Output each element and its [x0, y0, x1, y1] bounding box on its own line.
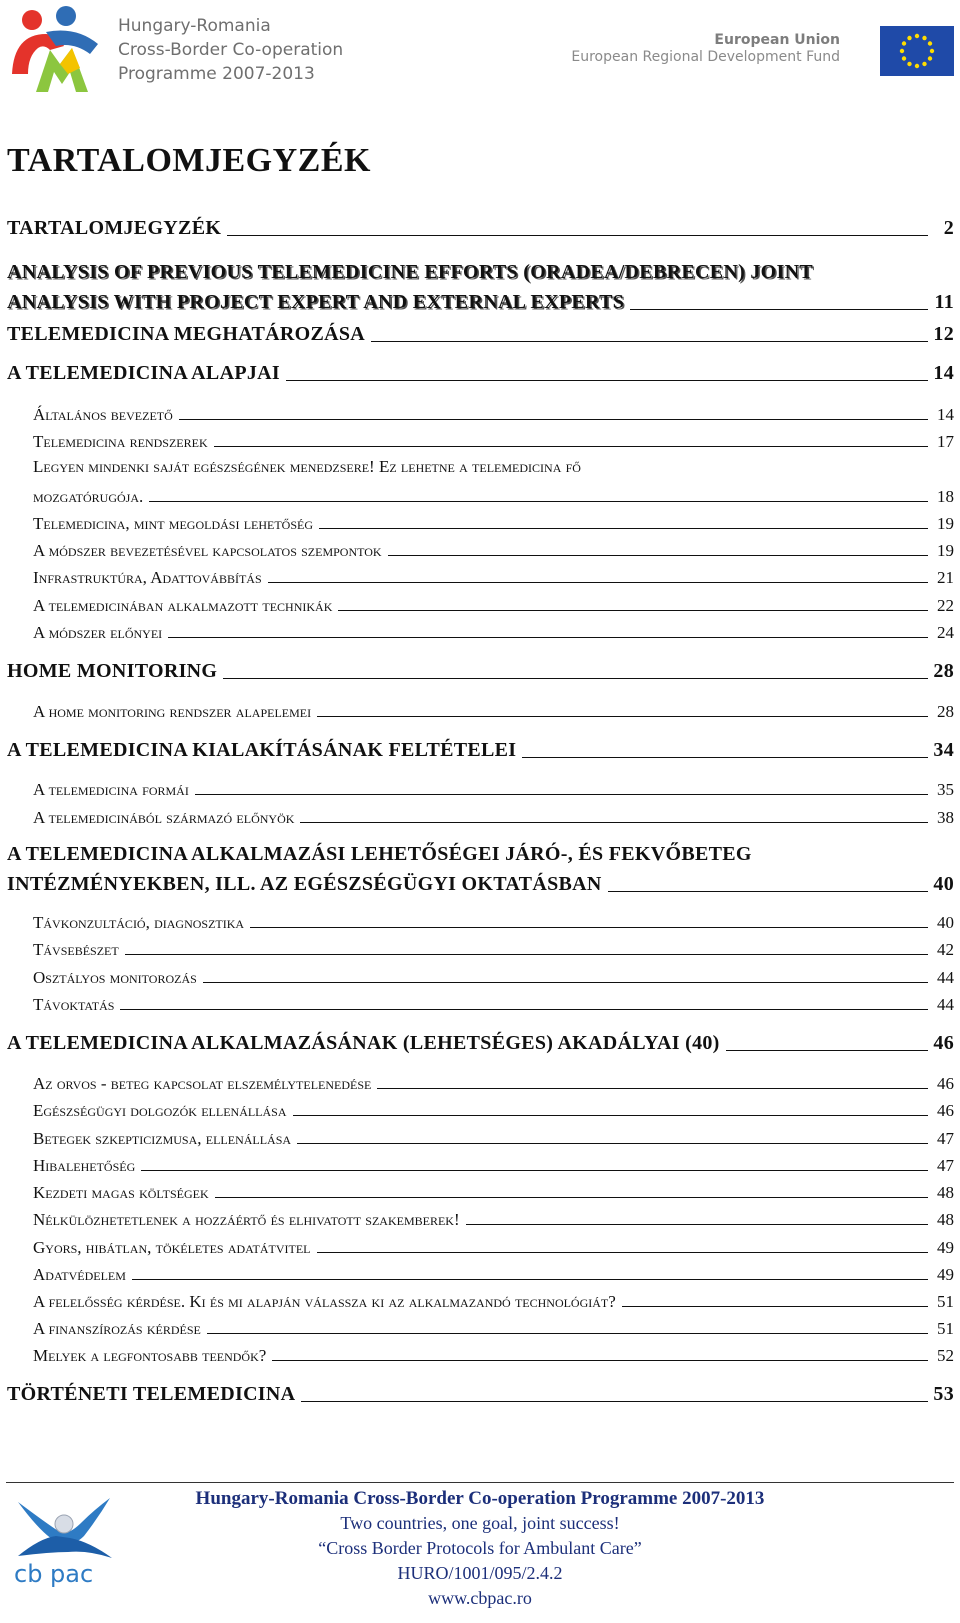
- cbpac-logo-icon: [10, 1492, 120, 1592]
- toc-page-number: 28: [937, 702, 954, 721]
- footer-project-code: HURO/1001/095/2.4.2: [397, 1563, 563, 1583]
- toc-leader-line: [630, 309, 928, 310]
- toc-entry-first-line[interactable]: ANALYSIS OF PREVIOUS TELEMEDICINE EFFORTS (ORADEA/DEBRECEN) JOINT: [7, 261, 813, 283]
- toc-leader-line: [125, 954, 928, 955]
- toc-entry-title: Az orvos - beteg kapcsolat elszemélytelenedése: [33, 1074, 372, 1093]
- toc-page-number: 19: [937, 514, 954, 533]
- toc-entry-title: Távsebészet: [33, 940, 119, 959]
- eu-star-icon: [900, 49, 904, 53]
- toc-entry-title: A telemedicinából származó előnyök: [33, 808, 295, 827]
- toc-entry-title: A home monitoring rendszer alapelemei: [33, 702, 312, 721]
- programme-line-1: Hungary-Romania: [118, 16, 271, 36]
- toc-entry-title: A telemedicinában alkalmazott technikák: [33, 596, 333, 615]
- eu-star-icon: [902, 41, 906, 45]
- toc-chapter-entry[interactable]: [7, 357, 954, 385]
- footer-divider: [6, 1482, 954, 1483]
- toc-leader-line: [223, 678, 928, 679]
- toc-section-entry[interactable]: [7, 961, 954, 988]
- toc-entry-first-line[interactable]: A TELEMEDICINA ALKALMAZÁSI LEHETŐSÉGEI JÁRÓ-, ÉS FEKVŐBETEG: [7, 843, 752, 865]
- eu-star-icon: [907, 36, 911, 40]
- toc-page-number: 24: [937, 623, 954, 642]
- toc-leader-line: [377, 1088, 928, 1089]
- toc-section-entry[interactable]: [7, 398, 954, 425]
- toc-leader-line: [466, 1224, 928, 1225]
- toc-section-entry[interactable]: [7, 1067, 954, 1094]
- toc-leader-line: [286, 380, 928, 381]
- toc-section-entry[interactable]: [7, 1094, 954, 1121]
- toc-leader-line: [141, 1170, 928, 1171]
- toc-leader-line: [297, 1143, 928, 1144]
- toc-section-entry[interactable]: [7, 695, 954, 722]
- eu-line-2: European Regional Development Fund: [571, 49, 840, 65]
- toc-entry-title: Általános bevezető: [33, 405, 173, 424]
- footer-slogan: Two countries, one goal, joint success!: [340, 1513, 620, 1533]
- toc-entry-title: Távkonzultáció, diagnosztika: [33, 913, 245, 932]
- toc-page-number: 46: [937, 1074, 954, 1093]
- toc-page-number: 18: [937, 487, 954, 506]
- footer-text: [140, 1486, 820, 1611]
- toc-section-entry[interactable]: [7, 1339, 954, 1366]
- toc-leader-line: [203, 982, 928, 983]
- toc-section-entry[interactable]: [7, 773, 954, 800]
- toc-leader-line: [317, 716, 928, 717]
- toc-leader-line: [149, 501, 928, 502]
- toc-page-number: 28: [933, 660, 954, 682]
- programme-name: [118, 14, 343, 86]
- toc-page-number: 35: [937, 780, 954, 799]
- toc-chapter-entry[interactable]: [7, 318, 954, 346]
- toc-leader-line: [293, 1115, 928, 1116]
- toc-page-number: 47: [937, 1156, 954, 1175]
- toc-page-number: 14: [933, 362, 954, 384]
- eu-star-icon: [907, 62, 911, 66]
- toc-entry-title: Egészségügyi dolgozók ellenállása: [33, 1101, 287, 1120]
- toc-section-entry[interactable]: [7, 480, 954, 507]
- toc-leader-line: [371, 341, 928, 342]
- toc-leader-line: [622, 1306, 928, 1307]
- toc-page-number: 48: [937, 1183, 954, 1202]
- toc-section-entry[interactable]: [7, 1176, 954, 1203]
- toc-chapter-entry[interactable]: [7, 1378, 954, 1406]
- toc-page-number: 46: [937, 1101, 954, 1120]
- toc-entry-title: Gyors, hibátlan, tökéletes adatátvitel: [33, 1238, 311, 1257]
- toc-leader-line: [227, 235, 928, 236]
- toc-section-entry[interactable]: [7, 988, 954, 1015]
- toc-entry-title: ANALYSIS WITH PROJECT EXPERT AND EXTERNAL EXPERTS: [7, 291, 625, 313]
- toc-leader-line: [120, 1009, 928, 1010]
- toc-page-number: 51: [937, 1319, 954, 1338]
- toc-entry-title: Melyek a legfontosabb teendők?: [33, 1346, 267, 1365]
- programme-logo-icon: [6, 4, 106, 94]
- toc-entry-title: TÖRTÉNETI TELEMEDICINA: [7, 1383, 296, 1405]
- eu-star-icon: [915, 64, 919, 68]
- toc-entry-title: Adatvédelem: [33, 1265, 126, 1284]
- eu-star-icon: [922, 36, 926, 40]
- toc-leader-line: [301, 1401, 928, 1402]
- toc-page-number: 17: [937, 432, 954, 451]
- toc-entry-title: A módszer előnyei: [33, 623, 163, 642]
- toc-section-entry[interactable]: [7, 906, 954, 933]
- eu-flag-icon: [880, 26, 954, 76]
- toc-chapter-entry[interactable]: [7, 1027, 954, 1055]
- toc-entry-title: A finanszírozás kérdése: [33, 1319, 201, 1338]
- toc-entry-title: Infrastruktúra, Adattovábbítás: [33, 568, 262, 587]
- toc-entry-title: TELEMEDICINA MEGHATÁROZÁSA: [7, 323, 366, 345]
- toc-entry-title: Kezdeti magas költségek: [33, 1183, 209, 1202]
- toc-section-entry[interactable]: [7, 1203, 954, 1230]
- toc-section-entry[interactable]: [7, 933, 954, 960]
- toc-page-number: 19: [937, 541, 954, 560]
- toc-entry-title: TARTALOMJEGYZÉK: [7, 217, 222, 239]
- toc-page-number: 51: [937, 1292, 954, 1311]
- toc-chapter-entry[interactable]: [7, 212, 954, 240]
- toc-leader-line: [214, 446, 928, 447]
- toc-leader-line: [300, 822, 928, 823]
- toc-page-number: 21: [937, 568, 954, 587]
- footer-website-link[interactable]: www.cbpac.ro: [428, 1588, 532, 1608]
- eu-fund-text: [571, 32, 840, 66]
- page-header: [0, 0, 960, 110]
- toc-section-entry[interactable]: [7, 1312, 954, 1339]
- toc-section-entry[interactable]: [7, 589, 954, 616]
- toc-leader-line: [250, 927, 928, 928]
- toc-page-number: 52: [937, 1346, 954, 1365]
- cbpac-logo-text: cb pac: [14, 1560, 94, 1588]
- toc-leader-line: [215, 1197, 928, 1198]
- programme-line-2: Cross-Border Co-operation: [118, 40, 344, 60]
- toc-chapter-entry[interactable]: [7, 286, 954, 314]
- toc-leader-line: [317, 1252, 929, 1253]
- toc-page-number: 49: [937, 1238, 954, 1257]
- toc-leader-line: [726, 1050, 928, 1051]
- toc-entry-title: Betegek szkepticizmusa, ellenállása: [33, 1129, 292, 1148]
- toc-leader-line: [319, 528, 928, 529]
- toc-page-number: 2: [943, 217, 954, 239]
- toc-leader-line: [268, 582, 928, 583]
- toc-section-entry[interactable]: [7, 1149, 954, 1176]
- page-title: TARTALOMJEGYZÉK: [7, 142, 371, 179]
- eu-star-icon: [928, 56, 932, 60]
- toc-chapter-entry[interactable]: [7, 734, 954, 762]
- toc-page-number: 47: [937, 1129, 954, 1148]
- toc-page-number: 11: [934, 291, 954, 313]
- toc-page-number: 22: [937, 596, 954, 615]
- toc-entry-title: Nélkülözhetetlenek a hozzáértő és elhivatott szakemberek!: [33, 1210, 460, 1229]
- eu-star-icon: [922, 62, 926, 66]
- toc-leader-line: [207, 1333, 928, 1334]
- toc-entry-title: Osztályos monitorozás: [33, 968, 197, 987]
- toc-entry-title: Hibalehetőség: [33, 1156, 136, 1175]
- toc-section-entry[interactable]: [7, 1285, 954, 1312]
- programme-line-3: Programme 2007-2013: [118, 64, 315, 84]
- toc-entry-title: Telemedicina, mint megoldási lehetőség: [33, 514, 314, 533]
- toc-leader-line: [338, 610, 928, 611]
- toc-leader-line: [608, 891, 928, 892]
- toc-section-entry[interactable]: [7, 507, 954, 534]
- toc-page-number: 53: [933, 1383, 954, 1405]
- toc-section-entry[interactable]: [7, 616, 954, 643]
- toc-section-entry[interactable]: [7, 561, 954, 588]
- eu-star-icon: [902, 56, 906, 60]
- toc-page-number: 46: [933, 1032, 954, 1054]
- toc-entry-title: A telemedicina formái: [33, 780, 189, 799]
- toc-page-number: 44: [937, 995, 954, 1014]
- toc-chapter-entry[interactable]: [7, 655, 954, 683]
- toc-entry-title: A TELEMEDICINA ALKALMAZÁSÁNAK (LEHETSÉGES) AKADÁLYAI (40): [7, 1032, 720, 1054]
- toc-leader-line: [195, 794, 928, 795]
- toc-entry-first-line[interactable]: Legyen mindenki saját egészségének menedzsere! Ez lehetne a telemedicina fő: [33, 457, 581, 476]
- toc-entry-title: mozgatórugója.: [33, 487, 144, 506]
- eu-star-icon: [928, 41, 932, 45]
- eu-star-icon: [915, 34, 919, 38]
- toc-page-number: 38: [937, 808, 954, 827]
- toc-leader-line: [388, 555, 928, 556]
- toc-section-entry[interactable]: [7, 1231, 954, 1258]
- toc-section-entry[interactable]: [7, 425, 954, 452]
- toc-page-number: 14: [937, 405, 954, 424]
- toc-page-number: 44: [937, 968, 954, 987]
- toc-entry-title: HOME MONITORING: [7, 660, 218, 682]
- toc-entry-title: INTÉZMÉNYEKBEN, ILL. AZ EGÉSZSÉGÜGYI OKTATÁSBAN: [7, 873, 602, 895]
- toc-entry-title: A TELEMEDICINA KIALAKÍTÁSÁNAK FELTÉTELEI: [7, 739, 517, 761]
- toc-leader-line: [522, 757, 928, 758]
- toc-leader-line: [168, 637, 928, 638]
- toc-section-entry[interactable]: [7, 1258, 954, 1285]
- toc-page-number: 40: [933, 873, 954, 895]
- footer-project-title: “Cross Border Protocols for Ambulant Care”: [318, 1538, 642, 1558]
- toc-section-entry[interactable]: [7, 534, 954, 561]
- toc-page-number: 49: [937, 1265, 954, 1284]
- toc-entry-title: A felelősség kérdése. Ki és mi alapján válassza ki az alkalmazandó technológiát?: [33, 1292, 616, 1311]
- toc-entry-title: Telemedicina rendszerek: [33, 432, 208, 451]
- footer-programme: Hungary-Romania Cross-Border Co-operation Programme 2007-2013: [195, 1488, 765, 1509]
- toc-page-number: 12: [933, 323, 954, 345]
- toc-page-number: 42: [937, 940, 954, 959]
- toc-entry-title: Távoktatás: [33, 995, 115, 1014]
- toc-page-number: 40: [937, 913, 954, 932]
- eu-star-icon: [930, 49, 934, 53]
- toc-leader-line: [272, 1360, 928, 1361]
- toc-section-entry[interactable]: [7, 1122, 954, 1149]
- toc-leader-line: [132, 1279, 928, 1280]
- toc-chapter-entry[interactable]: [7, 868, 954, 896]
- toc-entry-title: A TELEMEDICINA ALAPJAI: [7, 362, 280, 384]
- toc-entry-title: A módszer bevezetésével kapcsolatos szempontok: [33, 541, 382, 560]
- toc-page-number: 48: [937, 1210, 954, 1229]
- toc-section-entry[interactable]: [7, 801, 954, 828]
- eu-line-1: European Union: [714, 32, 840, 48]
- toc-page-number: 34: [933, 739, 954, 761]
- toc-leader-line: [179, 419, 928, 420]
